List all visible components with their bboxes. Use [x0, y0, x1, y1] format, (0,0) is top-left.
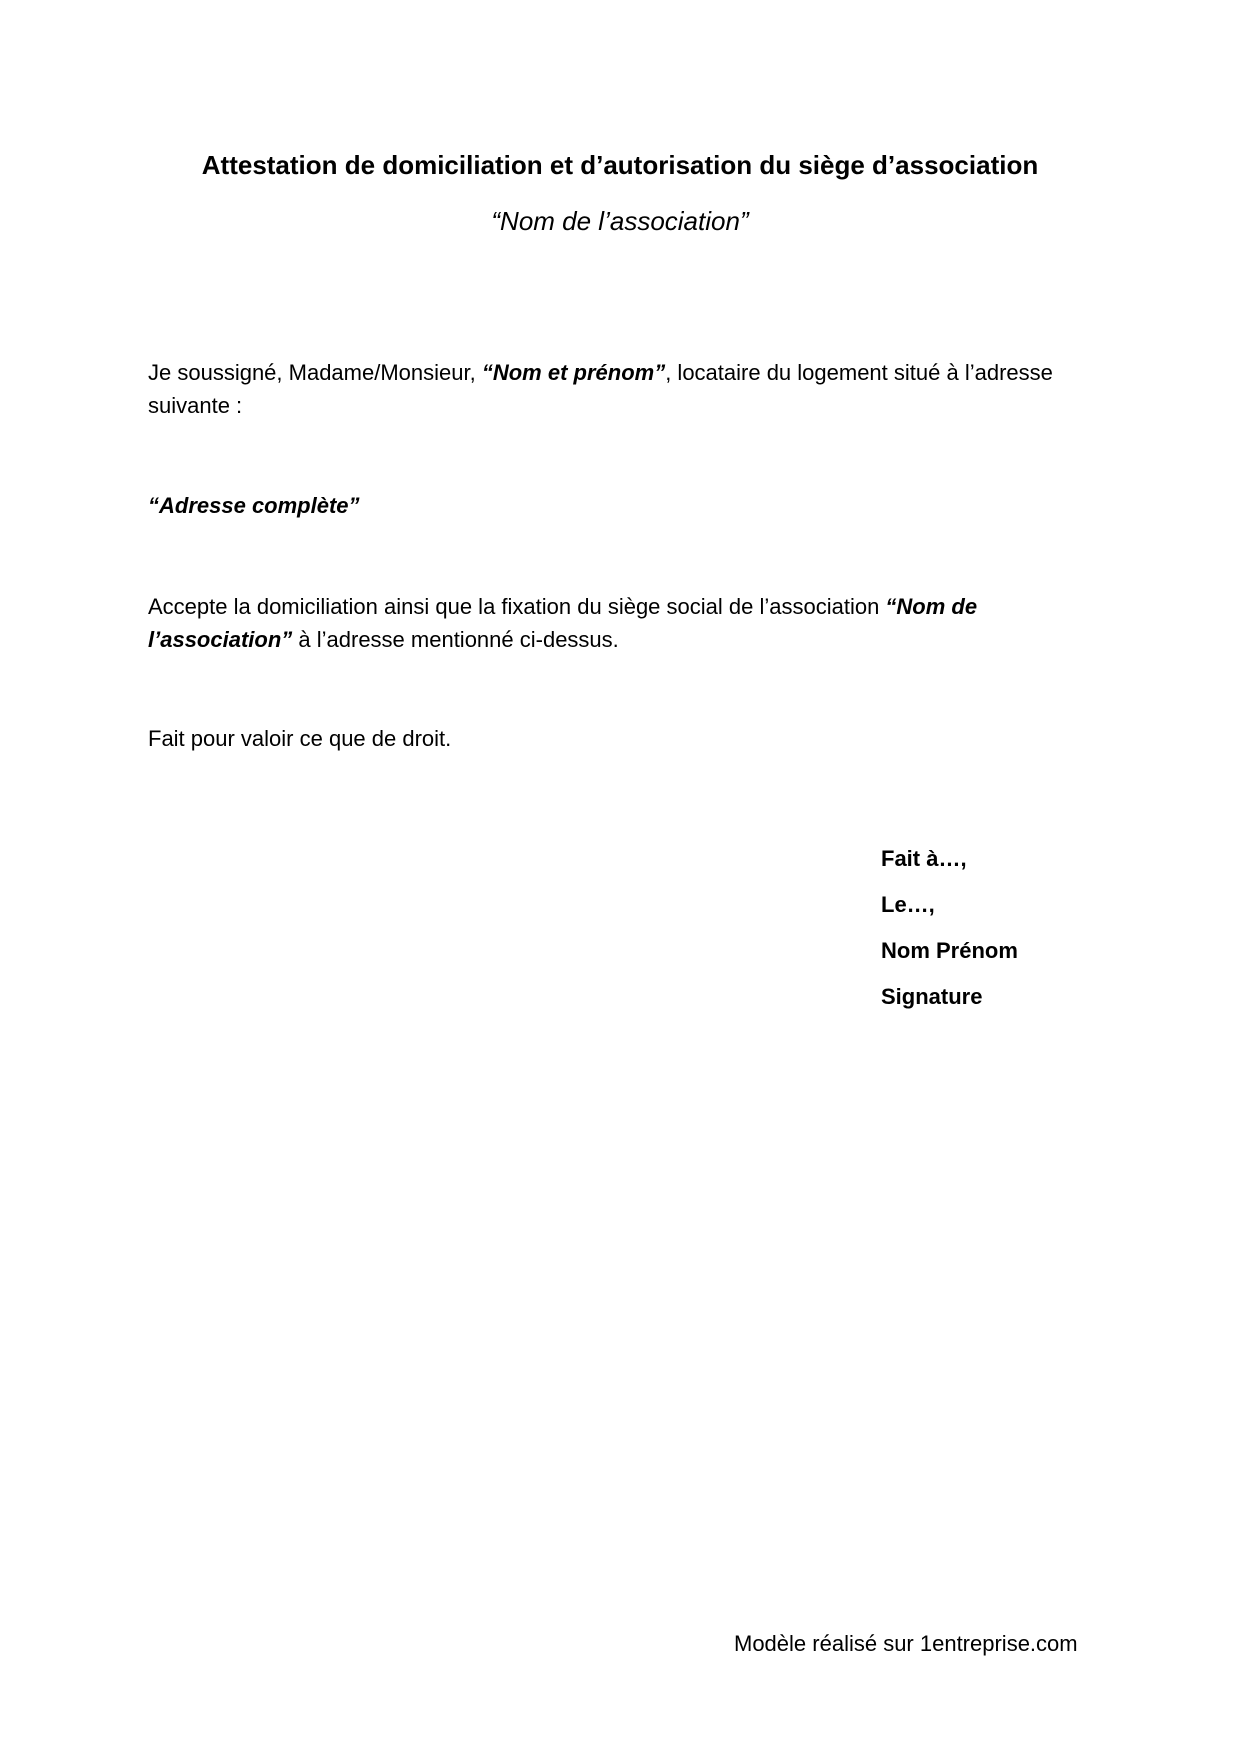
declaration-paragraph [148, 356, 1098, 422]
document-title: Attestation de domiciliation et d’autorisation du siège d’association [201, 150, 1039, 180]
closing-paragraph: Fait pour valoir ce que de droit. [148, 726, 452, 751]
signature-name: Nom Prénom [881, 938, 1018, 963]
signature-date: Le…, [881, 892, 935, 917]
footer-credit: Modèle réalisé sur 1entreprise.com [734, 1631, 1078, 1656]
acceptance-paragraph [148, 590, 1098, 656]
acceptance-text-start: Accepte la domiciliation ainsi que la fixation du siège social de l’association [148, 594, 886, 619]
signature-place: Fait à…, [881, 846, 967, 871]
association-name-placeholder: “Nom de l’association” [491, 206, 749, 236]
signature-label: Signature [881, 984, 983, 1009]
address-placeholder: “Adresse complète” [148, 493, 360, 518]
acceptance-text-end: à l’adresse mentionné ci-dessus. [292, 627, 619, 652]
declaration-text-start: Je soussigné, Madame/Monsieur, [148, 360, 482, 385]
name-placeholder: “Nom et prénom” [481, 360, 666, 385]
association-placeholder: “Nom de l’association” [148, 594, 978, 652]
signature-block [881, 843, 1018, 1027]
declaration-text-end: , locataire du logement situé à l’adresse suivante : [148, 360, 1053, 418]
